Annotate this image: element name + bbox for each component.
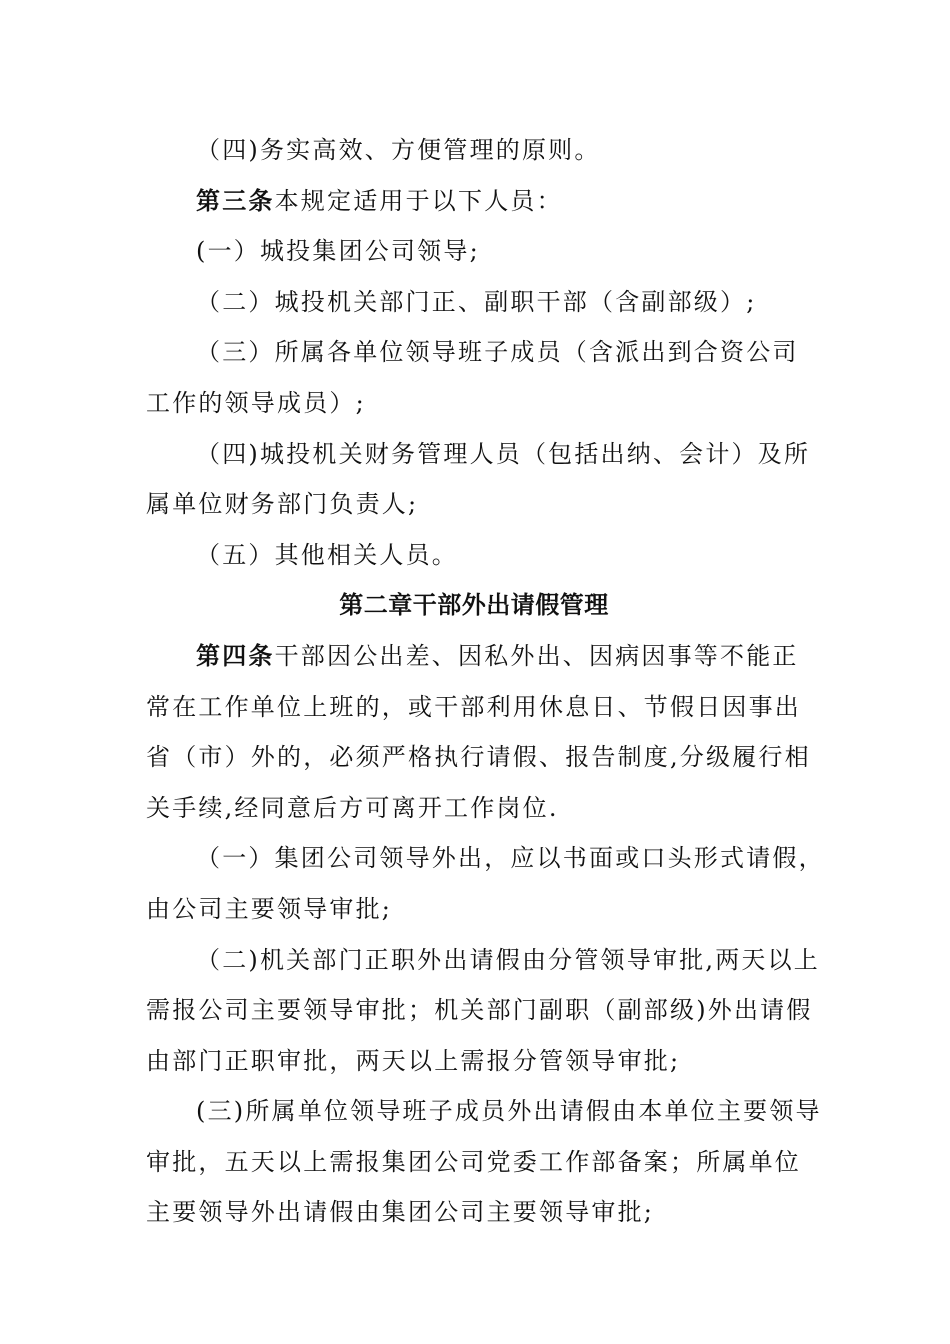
document-body xyxy=(146,125,825,1238)
paragraph-line: （三）所属各单位领导班子成员（含派出到合资公司 xyxy=(196,338,799,367)
paragraph-line: (一）城投集团公司领导; xyxy=(196,237,480,266)
paragraph-line: （一）集团公司领导外出，应以书面或口头形式请假， xyxy=(196,844,825,873)
paragraph-line: 属单位财务部门负责人; xyxy=(146,490,419,519)
article-number: 第四条 xyxy=(196,641,275,670)
paragraph-line: (三)所属单位领导班子成员外出请假由本单位主要领导 xyxy=(196,1097,822,1126)
paragraph-line: 工作的领导成员）; xyxy=(146,388,366,417)
paragraph-line: （四)城投机关财务管理人员（包括出纳、会计）及所 xyxy=(196,439,811,468)
paragraph-line: 主要领导外出请假由集团公司主要领导审批; xyxy=(146,1198,655,1227)
article-three-paragraph xyxy=(146,176,802,227)
paragraph-line: （二）城投机关部门正、副职干部（含副部级）; xyxy=(196,287,757,316)
article-text: 干部因公出差、因私外出、因病因事等不能正 xyxy=(274,641,799,670)
paragraph-line: （二)机关部门正职外出请假由分管领导审批,两天以上 xyxy=(196,945,820,974)
paragraph-line: （四)务实高效、方便管理的原则。 xyxy=(196,136,601,164)
article-four-paragraph xyxy=(146,631,802,682)
paragraph-line: 审批，五天以上需报集团公司党委工作部备案；所属单位 xyxy=(146,1147,801,1176)
paragraph-line: 由公司主要领导审批; xyxy=(146,894,393,923)
paragraph-line: （五）其他相关人员。 xyxy=(196,540,458,569)
article-text: 本规定适用于以下人员： xyxy=(274,186,563,215)
paragraph-line: 需报公司主要领导审批；机关部门副职（副部级)外出请假 xyxy=(146,996,813,1025)
paragraph-line: 关手续,经同意后方可离开工作岗位. xyxy=(146,793,559,822)
paragraph-line: 省（市）外的，必须严格执行请假、报告制度,分级履行相 xyxy=(146,743,811,772)
chapter-heading: 第二章干部外出请假管理 xyxy=(339,591,609,620)
article-number: 第三条 xyxy=(196,186,275,215)
paragraph-line: 常在工作单位上班的，或干部利用休息日、节假日因事出 xyxy=(146,692,801,721)
paragraph-line: 由部门正职审批，两天以上需报分管领导审批; xyxy=(146,1046,681,1075)
